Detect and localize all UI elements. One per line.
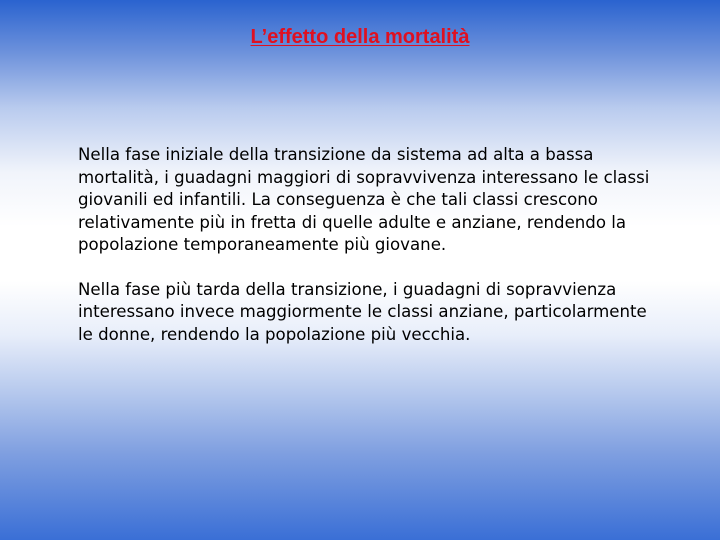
slide-body xyxy=(78,144,654,368)
paragraph-early-transition: Nella fase iniziale della transizione da sistema ad alta a bassa mortalità, i guadagni maggiori di sopravvivenza interessano le classi giovanili ed infantili. La conseguenza è che tali classi crescono relativamente più in fretta di quelle adulte e anziane, rendendo la popolazione temporaneamente più giovane. xyxy=(78,145,650,254)
paragraph-late-transition: Nella fase più tarda della transizione, i guadagni di sopravvienza interessano invece maggiormente le classi anziane, particolarmente le donne, rendendo la popolazione più vecchia. xyxy=(78,279,647,344)
slide-title: L’effetto della mortalità xyxy=(250,26,470,48)
